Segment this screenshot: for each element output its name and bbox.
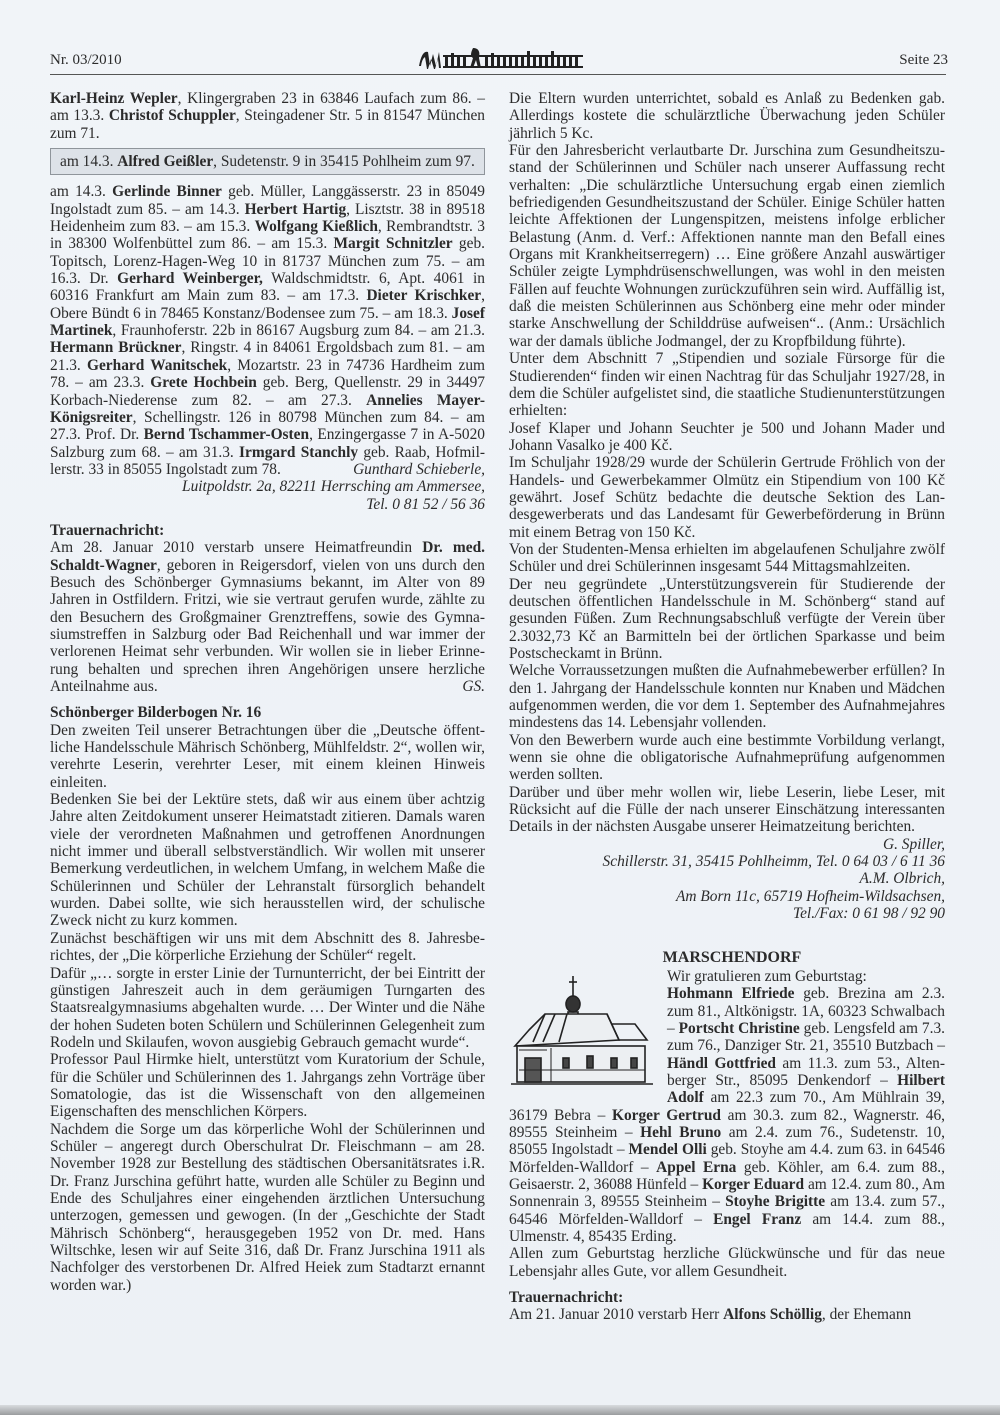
bold-name: Alfons Schöllig <box>723 1306 822 1324</box>
bold-name: Mendel Olli <box>628 1141 707 1159</box>
bold-name: Alfred Geißler <box>117 153 214 171</box>
bold-name: Händl Gottfried <box>667 1054 776 1072</box>
text-run: , Schellingstr. 126 in 80798 München zum 84. – am 27.3. Prof. Dr. <box>50 408 485 444</box>
article-paragraph: Von der Studenten-Mensa erhielten im abgelaufenen Schuljahre zwölf Schüler und drei Schülerinnen insgesamt 544 Mittagsmahlzeiten. <box>509 540 945 576</box>
bold-name: Engel Franz <box>713 1210 802 1228</box>
text-run: , Rembrandtstr. 3 in 38300 Wolfenbüttel zum 86. – am 15.3. <box>50 218 486 253</box>
text-run: am 30.3. zum 82., Wagnerstr. 46, 89555 Steinheim – <box>509 1106 945 1141</box>
bold-name: Gerhard Wanitschek <box>87 356 228 374</box>
author-address-1: Luitpoldstr. 2a, 82211 Herrsching am Ammersee, <box>182 478 485 496</box>
text-run: , Lisztstr. 38 in 89518 Heidenheim zum 83. – am 15.3. <box>50 200 485 236</box>
text-run: Waldschmidtstr. 6, Apt. 4061 in 60316 Frankfurt am Main zum 83. – am 17.3. <box>50 270 485 305</box>
text-run: geb. Brezina am 2.3. zum 81., Altkönigstr. 1A, 60323 Schwalbach – <box>667 985 945 1037</box>
obituary-sign: GS. <box>462 678 485 695</box>
obituary-text <box>50 539 485 695</box>
text-run: geb. Topitsch, Lorenz-Hagen-Weg 10 in 81737 München zum 75. – am 16.3. Dr. <box>50 235 485 288</box>
highlight-birthday <box>60 153 475 170</box>
article-paragraph: Josef Klaper und Johann Seuchter je 500 und Johann Mader und Johann Vasalko je 400 Kč. <box>509 419 945 454</box>
bilderbogen-heading: Schönberger Bilderbogen Nr. 16 <box>50 704 262 722</box>
logo-blackletter-icon <box>415 44 590 74</box>
text-run: geb. Lengsfeld am 7.3. zum 76., Danziger Str. 21, 35510 Butzbach – <box>667 1019 946 1055</box>
bilderbogen-paragraph: Professor Paul Hirmke hielt, unterstützt vom Kuratorium der Schule, für die Schüler und Schülerinnen des 1. Jahrgangs zehn Vorträge über Somatologie, das ist die Wissenschaft von den allgemeinen Eigenschaften des menschlichen Körpers. <box>50 1051 485 1121</box>
bold-name: Josef Martinek <box>50 304 485 340</box>
text-run: am 2.4. zum 76., Sudetenstr. 10, 85055 Ingolstadt – <box>509 1123 945 1159</box>
issue-number: Nr. 03/2010 <box>50 52 122 68</box>
text-run: geb. Berg, Quellenstr. 29 in 34497 Korbach-Niederense zum 82. – am 27.3. <box>50 374 485 409</box>
bold-name: Irmgard Stanchly <box>239 443 359 461</box>
obituary-heading: Trauernachricht: <box>50 521 165 539</box>
bold-name: Hehl Bruno <box>640 1123 722 1141</box>
article-paragraph: Die Eltern wurden unterrichtet, sobald es Anlaß zu Bedenken gab. Allerdings kostete die schulärztliche Überwachung jeden Schüler jährlich 5 Kc. <box>509 90 945 142</box>
article-paragraph: Welche Vorraussetzungen mußten die Aufnahmebewerber erfüllen? In den 1. Jahrgang der Handelsschule konnten nur Knaben und Mädchen aufgenommen werden, die vor dem 1. September des Aufnahmejahres mindestens das 14. Lebensjahr vollenden. <box>509 662 945 732</box>
bold-name: Grete Hochbein <box>150 374 257 392</box>
article-paragraph: Für den Jahresbericht verlautbarte Dr. Jurschina zum Gesundheitszustand der Schülerinnen und Schüler nach unserer Auffassung recht verhalten: „Die schulärztliche Untersuchung ergab einen ziemlich befriedigenden Gesundheitszustand der Schüler. Einige Schüler hatten leichte Affektionen der Lungenspitzen, meistens infolge erblicher Belastung (Anm. d. Verf.: Affektionen nannte man den Befall eines Organs mit Krankheitserregern) … Eine größere Anzahl auswärtiger Schüler zeigte Lymphdrüsenschwellungen, was wohl in den meisten Fällen auf feuchte Wohnungen zurückzuführen sein wird. Auffällig ist, daß die meisten Schülerinnen aus Schönberg eine mehr oder minder starke Anschwellung der Schilddrüse aufweisen“.. (Anm.: Ursächlich war der damals übliche Jodmangel, der zu Kropfbildung führte). <box>509 142 945 350</box>
bold-name: Dr. med. Schaldt-Wagner <box>50 539 485 574</box>
bold-name: Karl-Heinz Wepler <box>50 90 178 107</box>
bold-name: Korger Eduard <box>702 1175 805 1193</box>
bilderbogen-paragraph: Den zweiten Teil unserer Betrachtungen über die „Deutsche öffentliche Handelsschule Mährisch Schönberg, Mühlfeldstr. 2“, wollen wir, verehrte Leserin, verehrter Leser, mit einem kleinen Hinweis einleiten. <box>50 721 485 791</box>
marschendorf-heading: MARSCHENDORF <box>662 948 802 966</box>
right-column <box>509 90 945 1324</box>
article-paragraph: Der neu gegründete „Unterstützungsverein für Studierende der deutschen öffentlichen Handelsschule in M. Schönberg“ stand auf gesunden Füßen. Zum Rechnungsabschluß verfügte der Verein über 2.3032,73 Kč an Barmitteln bei der örtlichen Sparkasse und beim Postscheckamt in Brünn. <box>509 575 945 662</box>
left-column <box>50 90 485 1294</box>
text-run: , Sudetenstr. 9 in 35415 Pohlheim zum 97. <box>213 153 475 171</box>
bold-name: Margit Schnitzler <box>333 235 453 253</box>
text-run: am 11.3. zum 53., Altenberger Str., 85095 Denkendorf – <box>667 1054 946 1089</box>
article-paragraph: Unter dem Abschnitt 7 „Stipendien und soziale Fürsorge für die Studierenden“ finden wir einen Nachtrag für das Schuljahr 1927/28, in dem die Schüler aufgelistet sind, die staatliche Studienunterstützungen erhielten: <box>509 350 945 420</box>
bold-name: Korger Gertrud <box>611 1106 721 1124</box>
marschendorf-wishes: Allen zum Geburtstag herzliche Glückwünsche und für das neue Lebensjahr alles Gute, vor allem Gesundheit. <box>509 1245 945 1280</box>
masthead-logo <box>415 44 590 74</box>
text-run: am 12.4. zum 80., Am Sonnenrain 3, 89555 Steinheim – <box>509 1175 945 1211</box>
text-run: Am 28. Januar 2010 verstarb unsere Heimatfreundin <box>50 539 423 557</box>
marschendorf-intro: Wir gratulieren zum Geburtstag: <box>667 967 867 985</box>
text-run: geb. Köhler, am 6.4. zum 88., Geisaerstr. 2, 36088 Hünfeld – <box>509 1158 945 1193</box>
bold-name: Annelies Mayer-Königsreiter <box>50 391 486 426</box>
text-run: am 14.3. <box>60 153 118 171</box>
bold-name: Wolfgang Kießlich <box>254 218 378 236</box>
author-name-olbrich: A.M. Olbrich, <box>859 870 945 888</box>
author-address-olbrich: Am Born 11c, 65719 Hofheim-Wildsachsen, <box>675 887 945 905</box>
text-run: am 14.4. zum 88., Ulmenstr. 4, 85435 Erding. <box>509 1210 945 1245</box>
bold-name: Herbert Hartig <box>244 200 347 218</box>
bold-name: Gerlinde Binner <box>112 183 222 201</box>
text-run: , Enzingergasse 7 in A-5020 Salzburg zum 68. – am 31.3. <box>50 426 485 461</box>
text-run: , Obere Bündt 6 in 78465 Konstanz/Bodensee zum 75. – am 18.3. <box>50 287 485 322</box>
bilderbogen-paragraph: Zunächst beschäftigen wir uns mit dem Abschnitt des 8. Jahresberichtes, der „Die körperliche Erziehung der Schüler“ regelt. <box>50 929 485 965</box>
bilderbogen-paragraph: Dafür „… sorgte in erster Linie der Turnunterricht, der bei Eintritt der günstigen Jahreszeit auch in dem geräumigen Turngarten des Staatsrealgymnasiums abgehalten wurde. … Der Winter und die Nähe der hohen Sudeten boten Schülern und Schülerinnen Gelegenheit zum Rodeln und Skilaufen, wovon ausgiebig Gebrauch gemacht wurde“. <box>50 964 485 1051</box>
page-edge <box>0 1405 1000 1415</box>
text-run: am 14.3. <box>50 183 113 201</box>
text-run: geb. Stoyhe am 4.4. zum 63. in 64546 Mörfelden-Walldorf – <box>509 1141 946 1176</box>
text-run: , geboren in Reigersdorf, vielen von uns durch den Besuch des Schönberger Gymnasiums bekannt, im Alter von 89 Jahren in Ostfildern. Fritzi, wie sie vertraut gerufen wurde, zählte zu den Besuchern des Großgmainer Grenztreffens, sowie des Gymnasiumstreffen in Salzburg oder Bad Reichenhall und war immer der verlorenen Heimat sehr verbunden. Wir wollen sie in lieber Erinnerung behalten und sprechen ihren Angehörigen unsere herzliche Anteilnahme aus. <box>50 556 485 695</box>
text-run: geb. Müller, Langgässerstr. 23 in 85049 Ingolstadt zum 85. – am 14.3. <box>50 183 486 218</box>
author-name: Gunthard Schieberle, <box>353 460 485 478</box>
birthday-list-1 <box>50 90 485 142</box>
text-run: , Mozartstr. 23 in 74736 Hardheim zum 78. – am 23.3. <box>50 356 485 392</box>
bold-name: Stoyhe Brigitte <box>725 1193 826 1211</box>
church-illustration <box>507 970 659 1090</box>
obituary-heading-2: Trauernachricht: <box>509 1289 624 1307</box>
bold-name: Hermann Brückner <box>50 339 182 357</box>
highlight-box <box>50 148 485 175</box>
bold-name: Dieter Krischker <box>366 287 482 305</box>
bilderbogen-paragraph: Bedenken Sie bei der Lektüre stets, daß wir aus einem über achtzig Jahre alten Zeitdokument unserer Heimatstadt zitieren. Damals waren viele der verordneten Maßnahmen und getroffenen Anordnungen nicht immer und überall selbstverständlich. Wir wollen mit unserer Bemerkung verdeutlichen, in welchem Umfang, in welchem Maße die Schülerinnen und Schüler der Lehranstalt fürsorglich behandelt wurden. Dabei sollte, wie sich herausstellen wird, der schulische Zweck nicht zu kurz kommen. <box>50 791 485 930</box>
author-name-spiller: G. Spiller, <box>883 835 945 853</box>
text-run: , Steingadener Str. 5 in 81547 München zum 71. <box>50 107 485 142</box>
bold-name: Hohmann Elfriede <box>667 985 795 1003</box>
bilderbogen-paragraph: Nachdem die Sorge um das körperliche Wohl der Schülerinnen und Schüler – angeregt durch Oberschulrat Dr. Fleischmann – am 28. November 1928 zur Bestellung des städtischen Obersanitätsrates i.R. Dr. Franz Jurschina geführt hatte, wurden alle Schüler zu Beginn und Ende des Schuljahres einer eingehenden ärztlichen Untersuchung unterzogen, gemessen und gewogen. (In der „Geschichte der Stadt Mährisch Schönberg“, herausgegeben 1952 von Dr. med. Hans Wiltschke, lesen wir auf Seite 316, daß Dr. Franz Jurschina 1911 als Nachfolger des verstorbenen Dr. Alfred Heiek zum Stadtarzt ernannt worden war.) <box>50 1120 485 1294</box>
text-run: Am 21. Januar 2010 verstarb Herr <box>509 1306 724 1324</box>
church-icon <box>507 970 657 1090</box>
bold-name: Gerhard Weinberger, <box>117 270 263 288</box>
bold-name: Hilbert Adolf <box>667 1071 945 1107</box>
author-address-spiller: Schillerstr. 31, 35415 Pohlheimm, Tel. 0 64 03 / 6 11 36 <box>602 853 945 871</box>
bold-name: Christof Schuppler <box>108 107 236 125</box>
article-paragraph: Von den Bewerbern wurde auch eine bestimmte Vorbildung verlangt, wenn sie ohne die obligatorische Aufnahmeprüfung aufgenommen werden sollten. <box>509 731 945 784</box>
bold-name: Bernd Tschammer-Osten <box>143 426 310 444</box>
text-run: , Ringstr. 4 in 84061 Ergoldsbach zum 81. – am 21.3. <box>50 339 485 374</box>
header-rule <box>50 74 946 75</box>
article-paragraph: Im Schuljahr 1928/29 wurde der Schülerin Gertrude Fröhlich von der Handels- und Gewerbekammer Olmütz ein Stipendium von 100 Kč gewährt. Josef Schütz bedachte die deutsche Sektion des Landesgewerberats und das Landesamt für Gewerbeförderung in Brünn mit einem Betrag von 150 Kč. <box>509 454 945 541</box>
text-run: am 13.4. zum 57., 64546 Mörfelden-Walldorf – <box>509 1193 945 1228</box>
text-run: am 22.3 zum 70., Am Mühlrain 39, 36179 Bebra – <box>509 1089 945 1124</box>
obituary-text-2 <box>509 1306 945 1323</box>
text-run: , Fraunhoferstr. 22b in 86167 Augsburg zum 84. – am 21.3. <box>112 322 485 340</box>
text-run: , der Ehemann <box>821 1306 912 1324</box>
author-phone-olbrich: Tel./Fax: 0 61 98 / 92 90 <box>792 905 945 923</box>
text-run: , Klingergraben 23 in 63846 Laufach zum 86. – am 13.3. <box>50 90 486 125</box>
bold-name: Appel Erna <box>656 1158 737 1176</box>
author-phone-1: Tel. 0 81 52 / 56 36 <box>366 495 485 513</box>
bold-name: Portscht Christine <box>678 1019 800 1037</box>
article-paragraph: Darüber und über mehr wollen wir, liebe Leserin, liebe Leser, mit Rücksicht auf die Fülle der nach unserer Einschätzung interessanten Details in der nächsten Ausgabe unserer Heimatzeitung berichten. <box>509 783 945 836</box>
page-number: Seite 23 <box>899 52 948 68</box>
text-run: geb. Raab, Hofmillerstr. 33 in 85055 Ingolstadt zum 78. <box>50 443 485 478</box>
birthday-list-2 <box>50 183 485 478</box>
